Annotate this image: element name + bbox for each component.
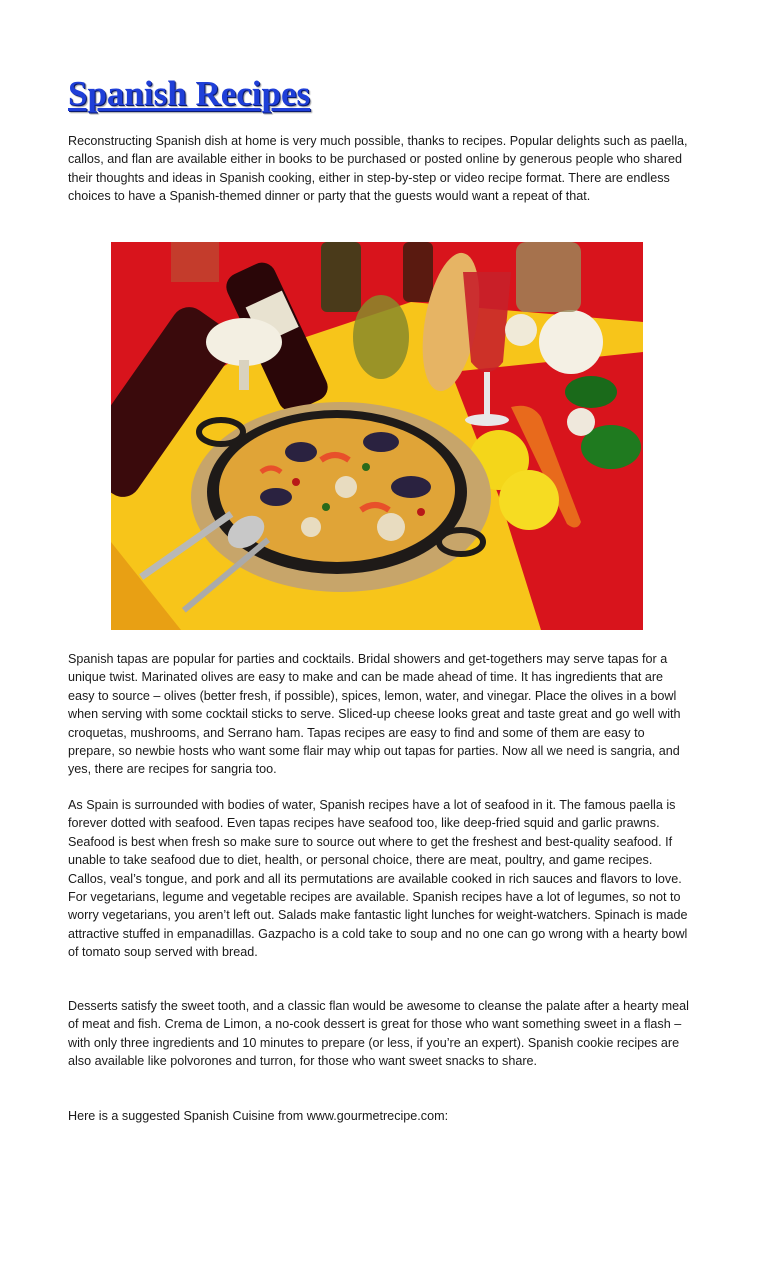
oil-cruet (353, 295, 409, 379)
suggestion-paragraph: Here is a suggested Spanish Cuisine from www.gourmetrecipe.com: (68, 1109, 449, 1123)
paella-photo (111, 242, 643, 630)
garlic (567, 408, 595, 436)
desserts-paragraph: Desserts satisfy the sweet tooth, and a classic flan would be awesome to cleanse the palate after a hearty meal of meat and fish. Crema de Limon, a no-cook dessert is great for those who want something sweet in a flash – with only three ingredients and 10 minutes to prepare (or less, if you’re an expert). Spanish cookie recipes are also available like polvorones and turron, for those who want sweet snacks to share. (68, 999, 689, 1069)
tapas-paragraph: Spanish tapas are popular for parties and cocktails. Bridal showers and get-togethers may serve tapas for a unique twist. Marinated olives are easy to make and can be made ahead of time. It has ingredients that are easy to source – olives (better fresh, if possible), spices, lemon, water, and vinegar. Place the olives in a bowl when serving with some cocktail sticks to serve. Sliced-up cheese looks great and taste great and go well with croquetas, mushrooms, and Serrano ham. Tapas recipes are easy to find and some of them are easy to prepare, so newbie hosts who want some flair may whip out tapas for parties. Now all we need is sangria, and yes, there are recipes for sangria too. (68, 652, 681, 777)
page-title: Spanish Recipes (68, 74, 311, 113)
seafood-paragraph: As Spain is surrounded with bodies of water, Spanish recipes have a lot of seafood in it. The famous paella is forever dotted with seafood. Even tapas recipes have seafood too, like deep-fried squid and garlic prawns. Seafood is best when fresh so make sure to source out where to get the freshest and best-quality seafood. If unable to take seafood due to diet, health, or personal choice, there are meat, poultry, and game recipes. Callos, veal’s tongue, and pork and all its permutations are available cooked in rich sauces and flavors to love. For vegetarians, legume and vegetable recipes are available. Spanish recipes have a lot of legumes, so not to worry vegetarians, you aren’t left out. Salads make fantastic light lunches for weight-watchers. Spinach is made attractive stuffed in empanadillas. Gazpacho is a cold take to soup and no one can go wrong with a hearty bowl of tomato soup served with bread. (68, 798, 688, 960)
green-pepper (565, 376, 617, 408)
onion (539, 310, 603, 374)
cream-glass (206, 318, 282, 366)
spice-jar (516, 242, 581, 312)
paella-illustration (111, 242, 643, 630)
intro-paragraph: Reconstructing Spanish dish at home is very much possible, thanks to recipes. Popular delights such as paella, callos, and flan are available either in books to be purchased or posted online by generous people who shared their thoughts and ideas in Spanish cooking, either in step-by-step or video recipe format. There are endless choices to have a Spanish-themed dinner or party that the guests would want a repeat of that. (68, 134, 688, 204)
